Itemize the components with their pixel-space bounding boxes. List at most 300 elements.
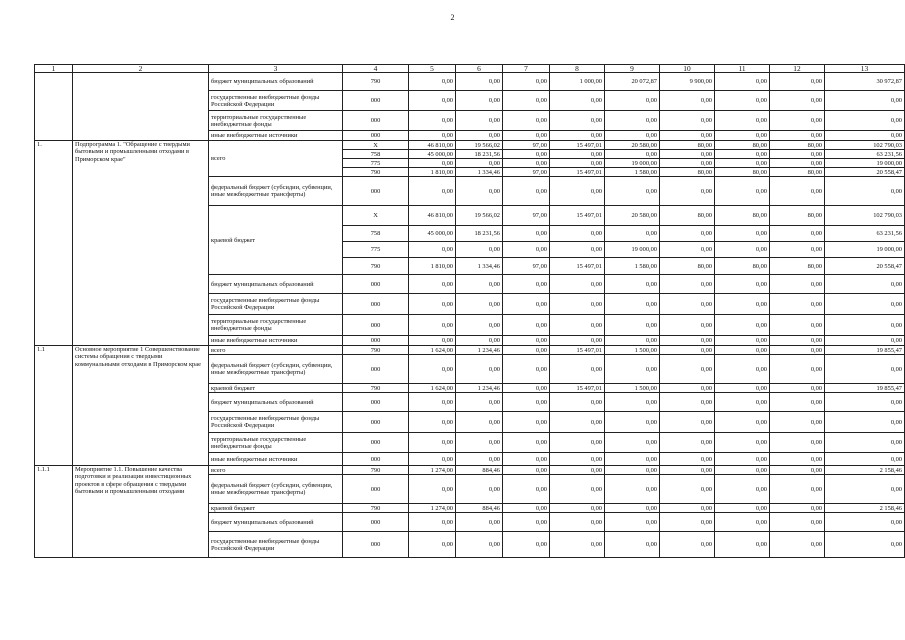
budget-code: 758: [343, 226, 409, 242]
amount-cell: 97,00: [503, 141, 550, 150]
amount-cell: 0,00: [456, 433, 503, 453]
amount-cell: 0,00: [605, 275, 660, 294]
budget-code: 000: [343, 336, 409, 346]
table-row: [35, 466, 905, 475]
amount-cell: 0,00: [825, 433, 905, 453]
amount-cell: 0,00: [550, 475, 605, 504]
budget-code: 000: [343, 433, 409, 453]
amount-cell: 0,00: [825, 393, 905, 412]
amount-cell: 0,00: [550, 159, 605, 168]
table-row: [35, 141, 905, 150]
header-cell: 2: [73, 65, 209, 73]
funding-source: государственные внебюджетные фонды Российской Федерации: [209, 532, 343, 558]
amount-cell: 80,00: [715, 168, 770, 177]
amount-cell: 0,00: [503, 346, 550, 355]
amount-cell: 0,00: [605, 315, 660, 336]
amount-cell: 0,00: [770, 346, 825, 355]
amount-cell: 0,00: [715, 433, 770, 453]
amount-cell: 0,00: [770, 131, 825, 141]
amount-cell: 0,00: [770, 412, 825, 433]
amount-cell: 19 000,00: [605, 159, 660, 168]
funding-source: бюджет муниципальных образований: [209, 513, 343, 532]
header-cell: 13: [825, 65, 905, 73]
amount-cell: 0,00: [770, 513, 825, 532]
amount-cell: 0,00: [605, 150, 660, 159]
amount-cell: 0,00: [456, 131, 503, 141]
amount-cell: 80,00: [715, 141, 770, 150]
amount-cell: 0,00: [550, 315, 605, 336]
amount-cell: 0,00: [770, 111, 825, 131]
amount-cell: 46 810,00: [409, 141, 456, 150]
amount-cell: 0,00: [503, 242, 550, 258]
amount-cell: 0,00: [456, 355, 503, 384]
amount-cell: 19 855,47: [825, 384, 905, 393]
amount-cell: 0,00: [409, 275, 456, 294]
amount-cell: 102 790,03: [825, 141, 905, 150]
amount-cell: 0,00: [605, 355, 660, 384]
amount-cell: 1 624,00: [409, 346, 456, 355]
amount-cell: 0,00: [503, 513, 550, 532]
amount-cell: 0,00: [503, 177, 550, 206]
funding-source: иные внебюджетные источники: [209, 453, 343, 466]
header-cell: 4: [343, 65, 409, 73]
amount-cell: 0,00: [503, 159, 550, 168]
amount-cell: 80,00: [715, 206, 770, 226]
funding-source: бюджет муниципальных образований: [209, 393, 343, 412]
amount-cell: 0,00: [409, 393, 456, 412]
amount-cell: 0,00: [825, 532, 905, 558]
amount-cell: 1 580,00: [605, 258, 660, 275]
amount-cell: 1 334,46: [456, 258, 503, 275]
amount-cell: 0,00: [770, 393, 825, 412]
amount-cell: 0,00: [660, 111, 715, 131]
amount-cell: 0,00: [456, 177, 503, 206]
header-cell: 12: [770, 65, 825, 73]
amount-cell: 0,00: [660, 242, 715, 258]
amount-cell: 0,00: [503, 504, 550, 513]
amount-cell: 0,00: [503, 73, 550, 91]
funding-source: всего: [209, 466, 343, 475]
amount-cell: 19 855,47: [825, 346, 905, 355]
amount-cell: 0,00: [605, 177, 660, 206]
amount-cell: 0,00: [605, 475, 660, 504]
budget-code: X: [343, 141, 409, 150]
amount-cell: 0,00: [409, 177, 456, 206]
amount-cell: 2 158,46: [825, 504, 905, 513]
amount-cell: 0,00: [456, 91, 503, 111]
amount-cell: 0,00: [715, 177, 770, 206]
item-number: 1.: [35, 141, 73, 346]
amount-cell: 0,00: [503, 91, 550, 111]
amount-cell: 0,00: [456, 532, 503, 558]
amount-cell: 0,00: [770, 91, 825, 111]
amount-cell: 0,00: [503, 131, 550, 141]
amount-cell: 20 558,47: [825, 168, 905, 177]
amount-cell: 0,00: [409, 111, 456, 131]
amount-cell: 0,00: [456, 336, 503, 346]
amount-cell: 30 972,87: [825, 73, 905, 91]
amount-cell: 0,00: [503, 111, 550, 131]
amount-cell: 1 500,00: [605, 346, 660, 355]
amount-cell: 19 000,00: [825, 159, 905, 168]
amount-cell: 0,00: [550, 91, 605, 111]
amount-cell: 20 558,47: [825, 258, 905, 275]
amount-cell: 884,46: [456, 466, 503, 475]
amount-cell: 0,00: [715, 159, 770, 168]
amount-cell: 15 497,01: [550, 346, 605, 355]
amount-cell: 20 580,00: [605, 141, 660, 150]
amount-cell: 0,00: [409, 73, 456, 91]
amount-cell: 0,00: [550, 177, 605, 206]
amount-cell: 0,00: [550, 294, 605, 315]
amount-cell: 0,00: [770, 453, 825, 466]
amount-cell: 0,00: [503, 226, 550, 242]
amount-cell: 0,00: [715, 466, 770, 475]
funding-source: государственные внебюджетные фонды Российской Федерации: [209, 412, 343, 433]
amount-cell: 0,00: [715, 91, 770, 111]
amount-cell: 884,46: [456, 504, 503, 513]
header-cell: 6: [456, 65, 503, 73]
amount-cell: 0,00: [550, 504, 605, 513]
item-number: 1.1: [35, 346, 73, 466]
funding-source: бюджет муниципальных образований: [209, 275, 343, 294]
amount-cell: 0,00: [715, 532, 770, 558]
amount-cell: 19 566,02: [456, 141, 503, 150]
amount-cell: 0,00: [660, 466, 715, 475]
amount-cell: 0,00: [605, 513, 660, 532]
amount-cell: 0,00: [456, 159, 503, 168]
amount-cell: 1 000,00: [550, 73, 605, 91]
amount-cell: 18 231,56: [456, 150, 503, 159]
amount-cell: 0,00: [660, 315, 715, 336]
amount-cell: 0,00: [715, 315, 770, 336]
amount-cell: 1 334,46: [456, 168, 503, 177]
item-title: Мероприятие 1.1. Повышение качества подготовки и реализации инвестиционных проектов в сфере обращения с твердыми бытовыми и промышленными отходами: [73, 466, 209, 558]
amount-cell: 0,00: [409, 315, 456, 336]
table-body: [35, 65, 905, 558]
budget-code: 000: [343, 513, 409, 532]
amount-cell: 0,00: [660, 513, 715, 532]
amount-cell: 18 231,56: [456, 226, 503, 242]
amount-cell: 0,00: [503, 412, 550, 433]
amount-cell: 0,00: [770, 73, 825, 91]
item-title: Подпрограмма 1. "Обращение с твердыми бытовыми и промышленными отходами в Приморском крае": [73, 141, 209, 346]
amount-cell: 0,00: [715, 294, 770, 315]
funding-source: иные внебюджетные источники: [209, 336, 343, 346]
header-cell: 5: [409, 65, 456, 73]
amount-cell: 0,00: [660, 453, 715, 466]
funding-source: территориальные государственные внебюджетные фонды: [209, 433, 343, 453]
amount-cell: 45 000,00: [409, 226, 456, 242]
amount-cell: 0,00: [660, 131, 715, 141]
amount-cell: 0,00: [715, 111, 770, 131]
amount-cell: 0,00: [456, 275, 503, 294]
page-number: 2: [450, 13, 455, 22]
amount-cell: 0,00: [503, 433, 550, 453]
amount-cell: 0,00: [550, 532, 605, 558]
amount-cell: 0,00: [770, 532, 825, 558]
amount-cell: 0,00: [660, 226, 715, 242]
amount-cell: 0,00: [660, 384, 715, 393]
amount-cell: 97,00: [503, 168, 550, 177]
amount-cell: 0,00: [660, 393, 715, 412]
amount-cell: 0,00: [715, 412, 770, 433]
header-cell: 11: [715, 65, 770, 73]
amount-cell: 63 231,56: [825, 150, 905, 159]
amount-cell: 0,00: [550, 336, 605, 346]
amount-cell: 0,00: [770, 475, 825, 504]
amount-cell: 2 158,46: [825, 466, 905, 475]
amount-cell: 0,00: [825, 453, 905, 466]
funding-source: государственные внебюджетные фонды Российской Федерации: [209, 294, 343, 315]
amount-cell: 0,00: [503, 453, 550, 466]
amount-cell: 0,00: [605, 453, 660, 466]
funding-source: государственные внебюджетные фонды Российской Федерации: [209, 91, 343, 111]
budget-code: 000: [343, 475, 409, 504]
amount-cell: 80,00: [660, 206, 715, 226]
amount-cell: 0,00: [715, 131, 770, 141]
amount-cell: 0,00: [660, 355, 715, 384]
amount-cell: 0,00: [456, 111, 503, 131]
amount-cell: 1 234,46: [456, 346, 503, 355]
amount-cell: 0,00: [605, 111, 660, 131]
amount-cell: 0,00: [550, 453, 605, 466]
header-cell: 1: [35, 65, 73, 73]
funding-source: территориальные государственные внебюджетные фонды: [209, 315, 343, 336]
amount-cell: 0,00: [456, 294, 503, 315]
amount-cell: 0,00: [409, 91, 456, 111]
amount-cell: 0,00: [715, 355, 770, 384]
amount-cell: 0,00: [503, 336, 550, 346]
amount-cell: 0,00: [605, 393, 660, 412]
amount-cell: 0,00: [550, 466, 605, 475]
item-number: [35, 73, 73, 141]
amount-cell: 0,00: [409, 513, 456, 532]
amount-cell: 0,00: [409, 131, 456, 141]
amount-cell: 0,00: [409, 475, 456, 504]
funding-source: краевой бюджет: [209, 206, 343, 275]
amount-cell: 0,00: [605, 504, 660, 513]
amount-cell: 0,00: [715, 336, 770, 346]
amount-cell: 80,00: [770, 141, 825, 150]
amount-cell: 0,00: [715, 242, 770, 258]
amount-cell: 0,00: [456, 315, 503, 336]
amount-cell: 0,00: [770, 355, 825, 384]
amount-cell: 45 000,00: [409, 150, 456, 159]
header-cell: 8: [550, 65, 605, 73]
amount-cell: 0,00: [456, 242, 503, 258]
amount-cell: 0,00: [770, 336, 825, 346]
amount-cell: 1 234,46: [456, 384, 503, 393]
amount-cell: 1 274,00: [409, 504, 456, 513]
budget-code: 000: [343, 275, 409, 294]
amount-cell: 97,00: [503, 206, 550, 226]
amount-cell: 102 790,03: [825, 206, 905, 226]
amount-cell: 0,00: [550, 355, 605, 384]
amount-cell: 0,00: [605, 91, 660, 111]
amount-cell: 0,00: [456, 475, 503, 504]
header-cell: 10: [660, 65, 715, 73]
amount-cell: 0,00: [825, 355, 905, 384]
amount-cell: 0,00: [503, 384, 550, 393]
item-title: Основное мероприятие 1 Совершенствование системы обращения с твердыми коммунальными отходами в Приморском крае: [73, 346, 209, 466]
amount-cell: 0,00: [550, 393, 605, 412]
amount-cell: 80,00: [660, 168, 715, 177]
amount-cell: 0,00: [825, 513, 905, 532]
budget-code: 790: [343, 168, 409, 177]
amount-cell: 19 566,02: [456, 206, 503, 226]
amount-cell: 0,00: [770, 177, 825, 206]
amount-cell: 15 497,01: [550, 258, 605, 275]
amount-cell: 97,00: [503, 258, 550, 275]
amount-cell: 0,00: [660, 412, 715, 433]
header-cell: 9: [605, 65, 660, 73]
amount-cell: 20 072,87: [605, 73, 660, 91]
amount-cell: 0,00: [770, 504, 825, 513]
amount-cell: 0,00: [409, 294, 456, 315]
amount-cell: 0,00: [409, 355, 456, 384]
amount-cell: 0,00: [660, 475, 715, 504]
amount-cell: 0,00: [660, 504, 715, 513]
amount-cell: 0,00: [503, 150, 550, 159]
amount-cell: 0,00: [605, 226, 660, 242]
amount-cell: 1 810,00: [409, 168, 456, 177]
amount-cell: 0,00: [409, 532, 456, 558]
amount-cell: 0,00: [715, 513, 770, 532]
amount-cell: 0,00: [409, 433, 456, 453]
amount-cell: 0,00: [503, 294, 550, 315]
budget-code: 000: [343, 111, 409, 131]
amount-cell: 0,00: [770, 294, 825, 315]
table-row: [35, 346, 905, 355]
budget-code: 000: [343, 131, 409, 141]
budget-code: 000: [343, 177, 409, 206]
amount-cell: 0,00: [660, 177, 715, 206]
budget-code: 790: [343, 73, 409, 91]
amount-cell: 1 810,00: [409, 258, 456, 275]
amount-cell: 0,00: [550, 242, 605, 258]
amount-cell: 1 274,00: [409, 466, 456, 475]
amount-cell: 0,00: [605, 412, 660, 433]
amount-cell: 15 497,01: [550, 206, 605, 226]
funding-source: краевой бюджет: [209, 504, 343, 513]
amount-cell: 1 624,00: [409, 384, 456, 393]
amount-cell: 0,00: [715, 275, 770, 294]
funding-source: бюджет муниципальных образований: [209, 73, 343, 91]
amount-cell: 0,00: [605, 532, 660, 558]
amount-cell: 0,00: [825, 177, 905, 206]
amount-cell: 0,00: [715, 384, 770, 393]
amount-cell: 0,00: [456, 513, 503, 532]
budget-code: 000: [343, 315, 409, 336]
amount-cell: 0,00: [456, 393, 503, 412]
amount-cell: 15 497,01: [550, 384, 605, 393]
amount-cell: 0,00: [770, 226, 825, 242]
budget-code: 790: [343, 384, 409, 393]
amount-cell: 0,00: [825, 336, 905, 346]
amount-cell: 0,00: [660, 91, 715, 111]
amount-cell: 0,00: [715, 346, 770, 355]
amount-cell: 0,00: [715, 504, 770, 513]
amount-cell: 0,00: [825, 111, 905, 131]
amount-cell: 0,00: [825, 475, 905, 504]
amount-cell: 0,00: [605, 131, 660, 141]
amount-cell: 0,00: [456, 453, 503, 466]
funding-source: федеральный бюджет (субсидии, субвенции, иные межбюджетные трансферты): [209, 475, 343, 504]
amount-cell: 0,00: [605, 294, 660, 315]
amount-cell: 0,00: [660, 346, 715, 355]
budget-code: 000: [343, 294, 409, 315]
item-title: [73, 73, 209, 141]
amount-cell: 0,00: [715, 393, 770, 412]
funding-source: краевой бюджет: [209, 384, 343, 393]
budget-code: 790: [343, 466, 409, 475]
amount-cell: 0,00: [409, 412, 456, 433]
amount-cell: 0,00: [715, 73, 770, 91]
amount-cell: 80,00: [660, 141, 715, 150]
amount-cell: 0,00: [409, 159, 456, 168]
amount-cell: 0,00: [503, 275, 550, 294]
amount-cell: 0,00: [409, 242, 456, 258]
amount-cell: 0,00: [715, 226, 770, 242]
amount-cell: 0,00: [715, 150, 770, 159]
amount-cell: 80,00: [715, 258, 770, 275]
budget-code: 000: [343, 393, 409, 412]
amount-cell: 0,00: [503, 466, 550, 475]
amount-cell: 0,00: [550, 412, 605, 433]
budget-code: 790: [343, 346, 409, 355]
amount-cell: 0,00: [503, 393, 550, 412]
budget-code: 000: [343, 453, 409, 466]
amount-cell: 0,00: [825, 294, 905, 315]
funding-source: иные внебюджетные источники: [209, 131, 343, 141]
amount-cell: 0,00: [660, 294, 715, 315]
funding-source: всего: [209, 346, 343, 355]
amount-cell: 63 231,56: [825, 226, 905, 242]
amount-cell: 15 497,01: [550, 141, 605, 150]
budget-code: 790: [343, 258, 409, 275]
amount-cell: 1 580,00: [605, 168, 660, 177]
amount-cell: 0,00: [825, 91, 905, 111]
amount-cell: 0,00: [825, 315, 905, 336]
amount-cell: 19 000,00: [825, 242, 905, 258]
header-cell: 3: [209, 65, 343, 73]
item-number: 1.1.1: [35, 466, 73, 558]
funding-source: территориальные государственные внебюджетные фонды: [209, 111, 343, 131]
budget-code: 000: [343, 412, 409, 433]
funding-source: федеральный бюджет (субсидии, субвенции, иные межбюджетные трансферты): [209, 177, 343, 206]
amount-cell: 0,00: [605, 466, 660, 475]
amount-cell: 0,00: [503, 315, 550, 336]
amount-cell: 0,00: [825, 412, 905, 433]
amount-cell: 0,00: [503, 532, 550, 558]
amount-cell: 0,00: [550, 226, 605, 242]
amount-cell: 20 580,00: [605, 206, 660, 226]
amount-cell: 0,00: [715, 475, 770, 504]
amount-cell: 80,00: [660, 258, 715, 275]
amount-cell: 0,00: [660, 159, 715, 168]
header-cell: 7: [503, 65, 550, 73]
amount-cell: 0,00: [550, 433, 605, 453]
amount-cell: 0,00: [660, 336, 715, 346]
amount-cell: 0,00: [770, 384, 825, 393]
budget-table: [34, 64, 905, 558]
amount-cell: 80,00: [770, 168, 825, 177]
amount-cell: 80,00: [770, 206, 825, 226]
budget-code: 000: [343, 532, 409, 558]
amount-cell: 0,00: [770, 433, 825, 453]
amount-cell: 0,00: [715, 453, 770, 466]
